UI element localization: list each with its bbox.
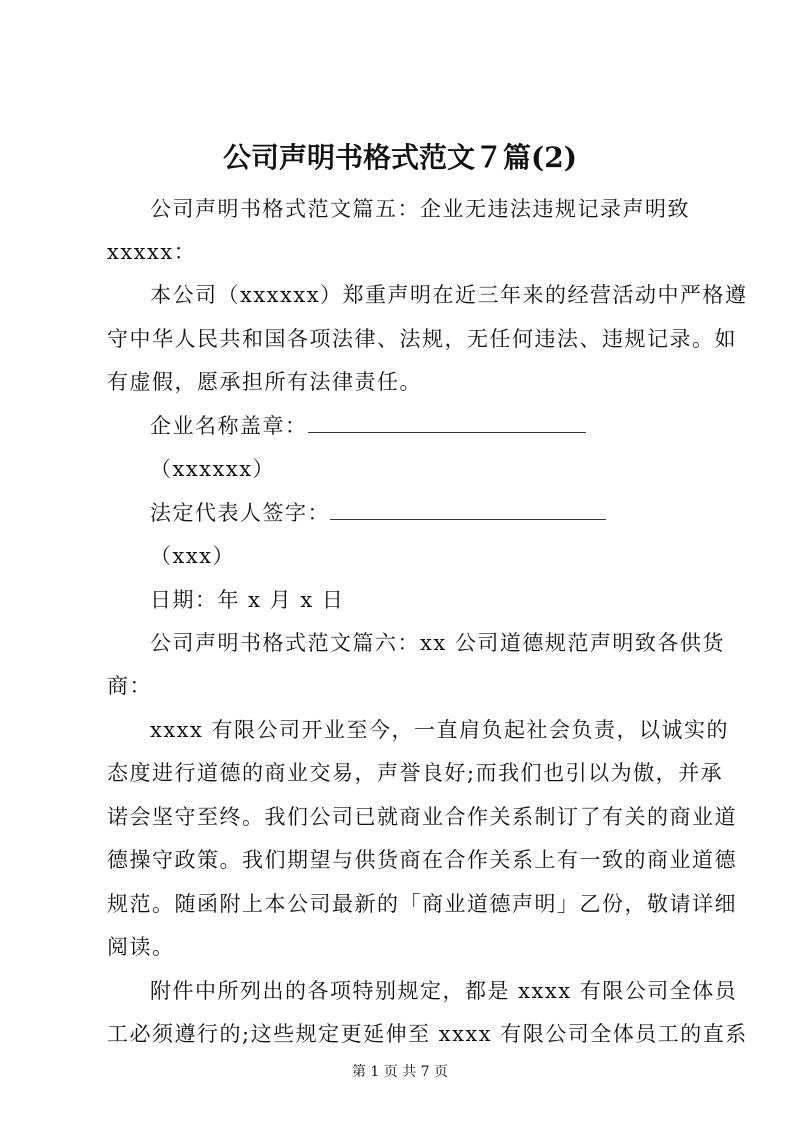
paragraph-line: 附件中所列出的各项特别规定，都是 xxxx 有限公司全体员: [150, 979, 738, 1003]
paragraph-line: （xxx）: [150, 544, 236, 568]
paragraph-line: （xxxxxx）: [150, 457, 276, 481]
legal-rep-signature-label: 法定代表人签字：: [150, 501, 330, 525]
paragraph-line: 德操守政策。我们期望与供货商在合作关系上有一致的商业道德: [107, 848, 737, 872]
document-title: 公司声明书格式范文７篇(2): [223, 141, 577, 174]
legal-rep-signature-row: [150, 497, 606, 529]
legal-rep-signature-blank: [330, 501, 606, 520]
company-seal-label: 企业名称盖章：: [150, 414, 308, 438]
paragraph-line: xxxxx：: [107, 240, 197, 264]
paragraph-line: 有虚假，愿承担所有法律责任。: [107, 370, 422, 394]
page-number: 第 1 页 共 7 页: [351, 1064, 449, 1080]
company-seal-row: [150, 410, 586, 442]
paragraph-line: 公司声明书格式范文篇六：xx 公司道德规范声明致各供货: [150, 631, 725, 655]
paragraph-line: 态度进行道德的商业交易，声誉良好;而我们也引以为傲，并承: [107, 761, 724, 785]
paragraph-line: 本公司（xxxxxx）郑重声明在近三年来的经营活动中严格遵: [150, 283, 748, 307]
paragraph-line: 工必须遵行的;这些规定更延伸至 xxxx 有限公司全体员工的直系: [107, 1022, 748, 1046]
paragraph-line: 公司声明书格式范文篇五：企业无违法违规记录声明致: [150, 197, 690, 221]
paragraph-line: xxxx 有限公司开业至今，一直肩负起社会负责，以诚实的: [150, 718, 730, 742]
paragraph-line: 规范。随函附上本公司最新的「商业道德声明」乙份，敬请详细: [107, 892, 737, 916]
paragraph-line: 商：: [107, 674, 152, 698]
paragraph-line: 诺会坚守至终。我们公司已就商业合作关系制订了有关的商业道: [107, 805, 737, 829]
paragraph-line: 阅读。: [107, 935, 175, 959]
paragraph-line: 守中华人民共和国各项法律、法规，无任何违法、违规记录。如: [107, 327, 737, 351]
company-seal-blank: [308, 414, 586, 433]
date-line: 日期：年 x 月 x 日: [150, 588, 345, 612]
